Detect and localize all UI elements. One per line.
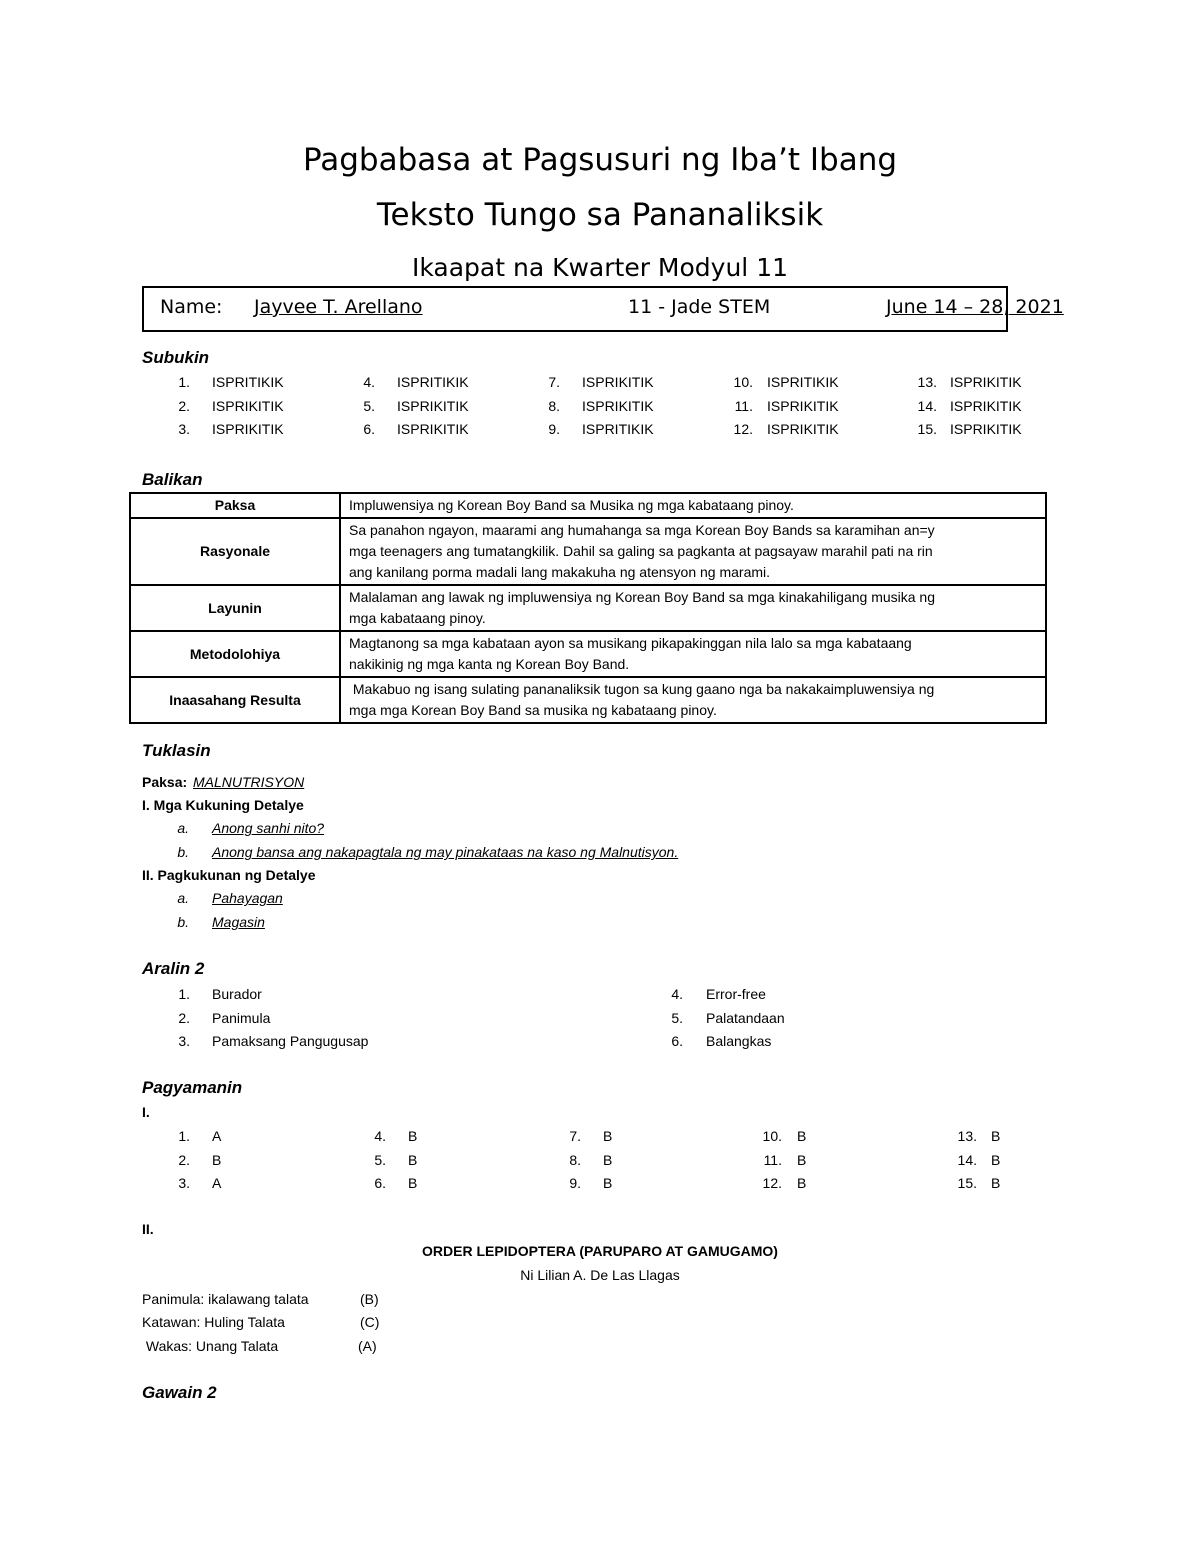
student-section: 11 - Jade STEM bbox=[628, 296, 771, 318]
table-row bbox=[130, 585, 1046, 631]
list-number: 14. bbox=[957, 1151, 977, 1168]
document-title-line-1: Pagbabasa at Pagsusuri ng Iba’t Ibang bbox=[302, 142, 898, 178]
table-row-label: Rasyonale bbox=[130, 518, 340, 585]
list-number: 13. bbox=[917, 374, 937, 390]
list-number: 4. bbox=[671, 986, 683, 1002]
list-answer: B bbox=[603, 1128, 613, 1144]
list-answer: Pamaksang Pangugusap bbox=[212, 1033, 369, 1049]
list-number: 13. bbox=[957, 1128, 977, 1144]
name-label: Name: bbox=[160, 296, 223, 318]
list-answer: ISPRIKITIK bbox=[582, 397, 654, 414]
paksa-value: MALNUTRISYON bbox=[193, 774, 305, 790]
list-item: Pahayagan bbox=[212, 890, 283, 906]
table-cell-line: Impluwensiya ng Korean Boy Band sa Musika ng mga kabataang pinoy. bbox=[349, 497, 794, 513]
list-answer: ISPRIKITIK bbox=[950, 397, 1022, 414]
student-info-box bbox=[142, 286, 1064, 332]
list-answer: ISPRIKITIK bbox=[212, 421, 284, 437]
order-label: Wakas: Unang Talata bbox=[142, 1338, 279, 1354]
list-number: 6. bbox=[363, 421, 375, 437]
list-answer: B bbox=[603, 1151, 613, 1168]
table-row-content bbox=[340, 631, 1046, 677]
list-number: 12. bbox=[762, 1175, 782, 1191]
list-number: 11. bbox=[734, 397, 753, 414]
table-row bbox=[130, 631, 1046, 677]
list-answer: Balangkas bbox=[706, 1033, 772, 1049]
list-answer: A bbox=[212, 1175, 222, 1191]
table-cell-line: mga teenagers ang tumatangkilik. Dahil sa galing sa pagkanta at pagsayaw marahil pati na rin bbox=[349, 543, 933, 559]
table-row bbox=[130, 518, 1046, 585]
document-title-line-2: Teksto Tungo sa Pananaliksik bbox=[376, 197, 824, 233]
submission-date: June 14 – 28, 2021 bbox=[886, 296, 1064, 318]
list-answer: B bbox=[212, 1151, 222, 1168]
list-answer: Panimula bbox=[212, 1009, 271, 1026]
list-number: 6. bbox=[671, 1033, 683, 1049]
story-title: ORDER LEPIDOPTERA (PARUPARO AT GAMUGAMO) bbox=[422, 1243, 778, 1259]
list-number: 3. bbox=[178, 421, 190, 437]
section-heading-tuklasin: Tuklasin bbox=[142, 741, 211, 760]
list-number: 9. bbox=[569, 1175, 581, 1191]
list-number: 3. bbox=[178, 1175, 190, 1191]
table-row-label: Metodolohiya bbox=[130, 631, 340, 677]
list-answer: ISPRIKITIK bbox=[397, 421, 469, 437]
list-number: 12. bbox=[733, 421, 753, 437]
table-row-label: Layunin bbox=[130, 585, 340, 631]
list-answer: B bbox=[408, 1151, 418, 1168]
list-answer: Error-free bbox=[706, 986, 766, 1002]
table-row-content bbox=[340, 518, 1046, 585]
kukuning-detalye-label: I. Mga Kukuning Detalye bbox=[142, 797, 304, 813]
paksa-label: Paksa: bbox=[142, 774, 188, 790]
table-cell-line: nakikinig ng mga kanta ng Korean Boy Band. bbox=[349, 656, 630, 672]
list-number: 2. bbox=[178, 1009, 190, 1026]
section-heading-balikan: Balikan bbox=[142, 470, 203, 489]
table-cell-line: mga kabataang pinoy. bbox=[349, 610, 486, 626]
pagkukunan-label: II. Pagkukunan ng Detalye bbox=[142, 867, 316, 883]
list-answer: B bbox=[991, 1128, 1001, 1144]
order-label: Katawan: Huling Talata bbox=[142, 1314, 285, 1330]
table-cell-line: Magtanong sa mga kabataan ayon sa musikang pikapakinggan nila lalo sa mga kabataang bbox=[349, 635, 912, 651]
list-number: 5. bbox=[374, 1151, 386, 1168]
list-answer: B bbox=[797, 1175, 807, 1191]
list-number: 7. bbox=[548, 374, 560, 390]
list-answer: B bbox=[408, 1175, 418, 1191]
table-row bbox=[130, 677, 1046, 723]
module-subtitle: Ikaapat na Kwarter Modyul 11 bbox=[411, 253, 789, 282]
list-number: 14. bbox=[917, 397, 937, 414]
table-row-content bbox=[340, 677, 1046, 723]
list-number: 2. bbox=[178, 1151, 190, 1168]
list-answer: A bbox=[212, 1128, 222, 1144]
order-value: (B) bbox=[360, 1291, 379, 1307]
list-answer: ISPRIKITIK bbox=[582, 374, 654, 390]
list-answer: ISPRIKITIK bbox=[767, 397, 839, 414]
table-row-content bbox=[340, 585, 1046, 631]
section-heading-subukin: Subukin bbox=[142, 348, 210, 367]
order-value: (C) bbox=[360, 1314, 380, 1330]
list-number: 10. bbox=[733, 374, 753, 390]
list-letter: a. bbox=[177, 820, 189, 836]
list-number: 15. bbox=[917, 421, 937, 437]
list-item: Magasin bbox=[212, 914, 265, 930]
list-answer: Palatandaan bbox=[706, 1009, 785, 1026]
list-answer: ISPRIKITIK bbox=[767, 421, 839, 437]
list-number: 5. bbox=[363, 397, 375, 414]
list-number: 15. bbox=[957, 1175, 977, 1191]
list-letter: b. bbox=[177, 914, 189, 930]
student-name: Jayvee T. Arellano bbox=[254, 296, 423, 318]
list-number: 2. bbox=[178, 397, 190, 414]
list-number: 5. bbox=[671, 1009, 683, 1026]
research-plan-table bbox=[129, 492, 1047, 724]
table-row-content bbox=[340, 493, 1046, 518]
table-row bbox=[130, 493, 1046, 518]
list-number: 8. bbox=[569, 1151, 581, 1168]
list-number: 7. bbox=[569, 1128, 581, 1144]
table-row-label: Paksa bbox=[130, 493, 340, 518]
list-answer: ISPRIKITIK bbox=[397, 397, 469, 414]
table-cell-line: Makabuo ng isang sulating pananaliksik tugon sa kung gaano nga ba nakakaimpluwensiya ng bbox=[349, 681, 935, 697]
list-item: Anong sanhi nito? bbox=[212, 820, 325, 836]
section-heading-aralin-2: Aralin 2 bbox=[142, 959, 205, 978]
list-number: 1. bbox=[178, 986, 190, 1002]
list-answer: ISPRIKITIK bbox=[950, 421, 1022, 437]
list-number: 4. bbox=[363, 374, 375, 390]
list-answer: B bbox=[991, 1151, 1001, 1168]
list-answer: ISPRIKITIK bbox=[950, 374, 1022, 390]
section-heading-gawain-2: Gawain 2 bbox=[142, 1383, 217, 1402]
list-answer: Burador bbox=[212, 986, 262, 1002]
list-letter: b. bbox=[177, 844, 189, 860]
list-number: 8. bbox=[548, 397, 560, 414]
list-answer: B bbox=[797, 1151, 807, 1168]
pagyamanin-part-1-label: I. bbox=[142, 1104, 150, 1120]
list-answer: ISPRITIKIK bbox=[582, 421, 654, 437]
list-letter: a. bbox=[177, 890, 189, 906]
list-answer: B bbox=[603, 1175, 613, 1191]
list-number: 4. bbox=[374, 1128, 386, 1144]
table-cell-line: Malalaman ang lawak ng impluwensiya ng Korean Boy Band sa mga kinakahiligang musika ng bbox=[349, 589, 936, 605]
list-answer: ISPRIKITIK bbox=[212, 397, 284, 414]
list-number: 10. bbox=[762, 1128, 782, 1144]
list-number: 6. bbox=[374, 1175, 386, 1191]
list-answer: ISPRITIKIK bbox=[767, 374, 839, 390]
table-cell-line: ang kanilang porma madali lang makakuha ng atensyon ng marami. bbox=[349, 564, 771, 580]
list-number: 9. bbox=[548, 421, 560, 437]
order-value: (A) bbox=[358, 1338, 377, 1354]
list-answer: B bbox=[408, 1128, 418, 1144]
table-row-label: Inaasahang Resulta bbox=[130, 677, 340, 723]
list-number: 1. bbox=[178, 1128, 190, 1144]
list-answer: B bbox=[991, 1175, 1001, 1191]
story-author: Ni Lilian A. De Las Llagas bbox=[520, 1267, 680, 1283]
pagyamanin-part-2-label: II. bbox=[142, 1221, 154, 1237]
list-number: 11. bbox=[763, 1151, 782, 1168]
list-item: Anong bansa ang nakapagtala ng may pinakataas na kaso ng Malnutisyon. bbox=[212, 844, 679, 860]
list-answer: ISPRITIKIK bbox=[212, 374, 284, 390]
table-cell-line: mga mga Korean Boy Band sa musika ng kabataang pinoy. bbox=[349, 702, 717, 718]
table-cell-line: Sa panahon ngayon, maarami ang humahanga sa mga Korean Boy Bands sa karamihan an=y bbox=[349, 522, 935, 538]
section-heading-pagyamanin: Pagyamanin bbox=[142, 1078, 243, 1097]
list-answer: B bbox=[797, 1128, 807, 1144]
list-answer: ISPRITIKIK bbox=[397, 374, 469, 390]
list-number: 1. bbox=[178, 374, 190, 390]
list-number: 3. bbox=[178, 1033, 190, 1049]
order-label: Panimula: ikalawang talata bbox=[142, 1291, 309, 1307]
